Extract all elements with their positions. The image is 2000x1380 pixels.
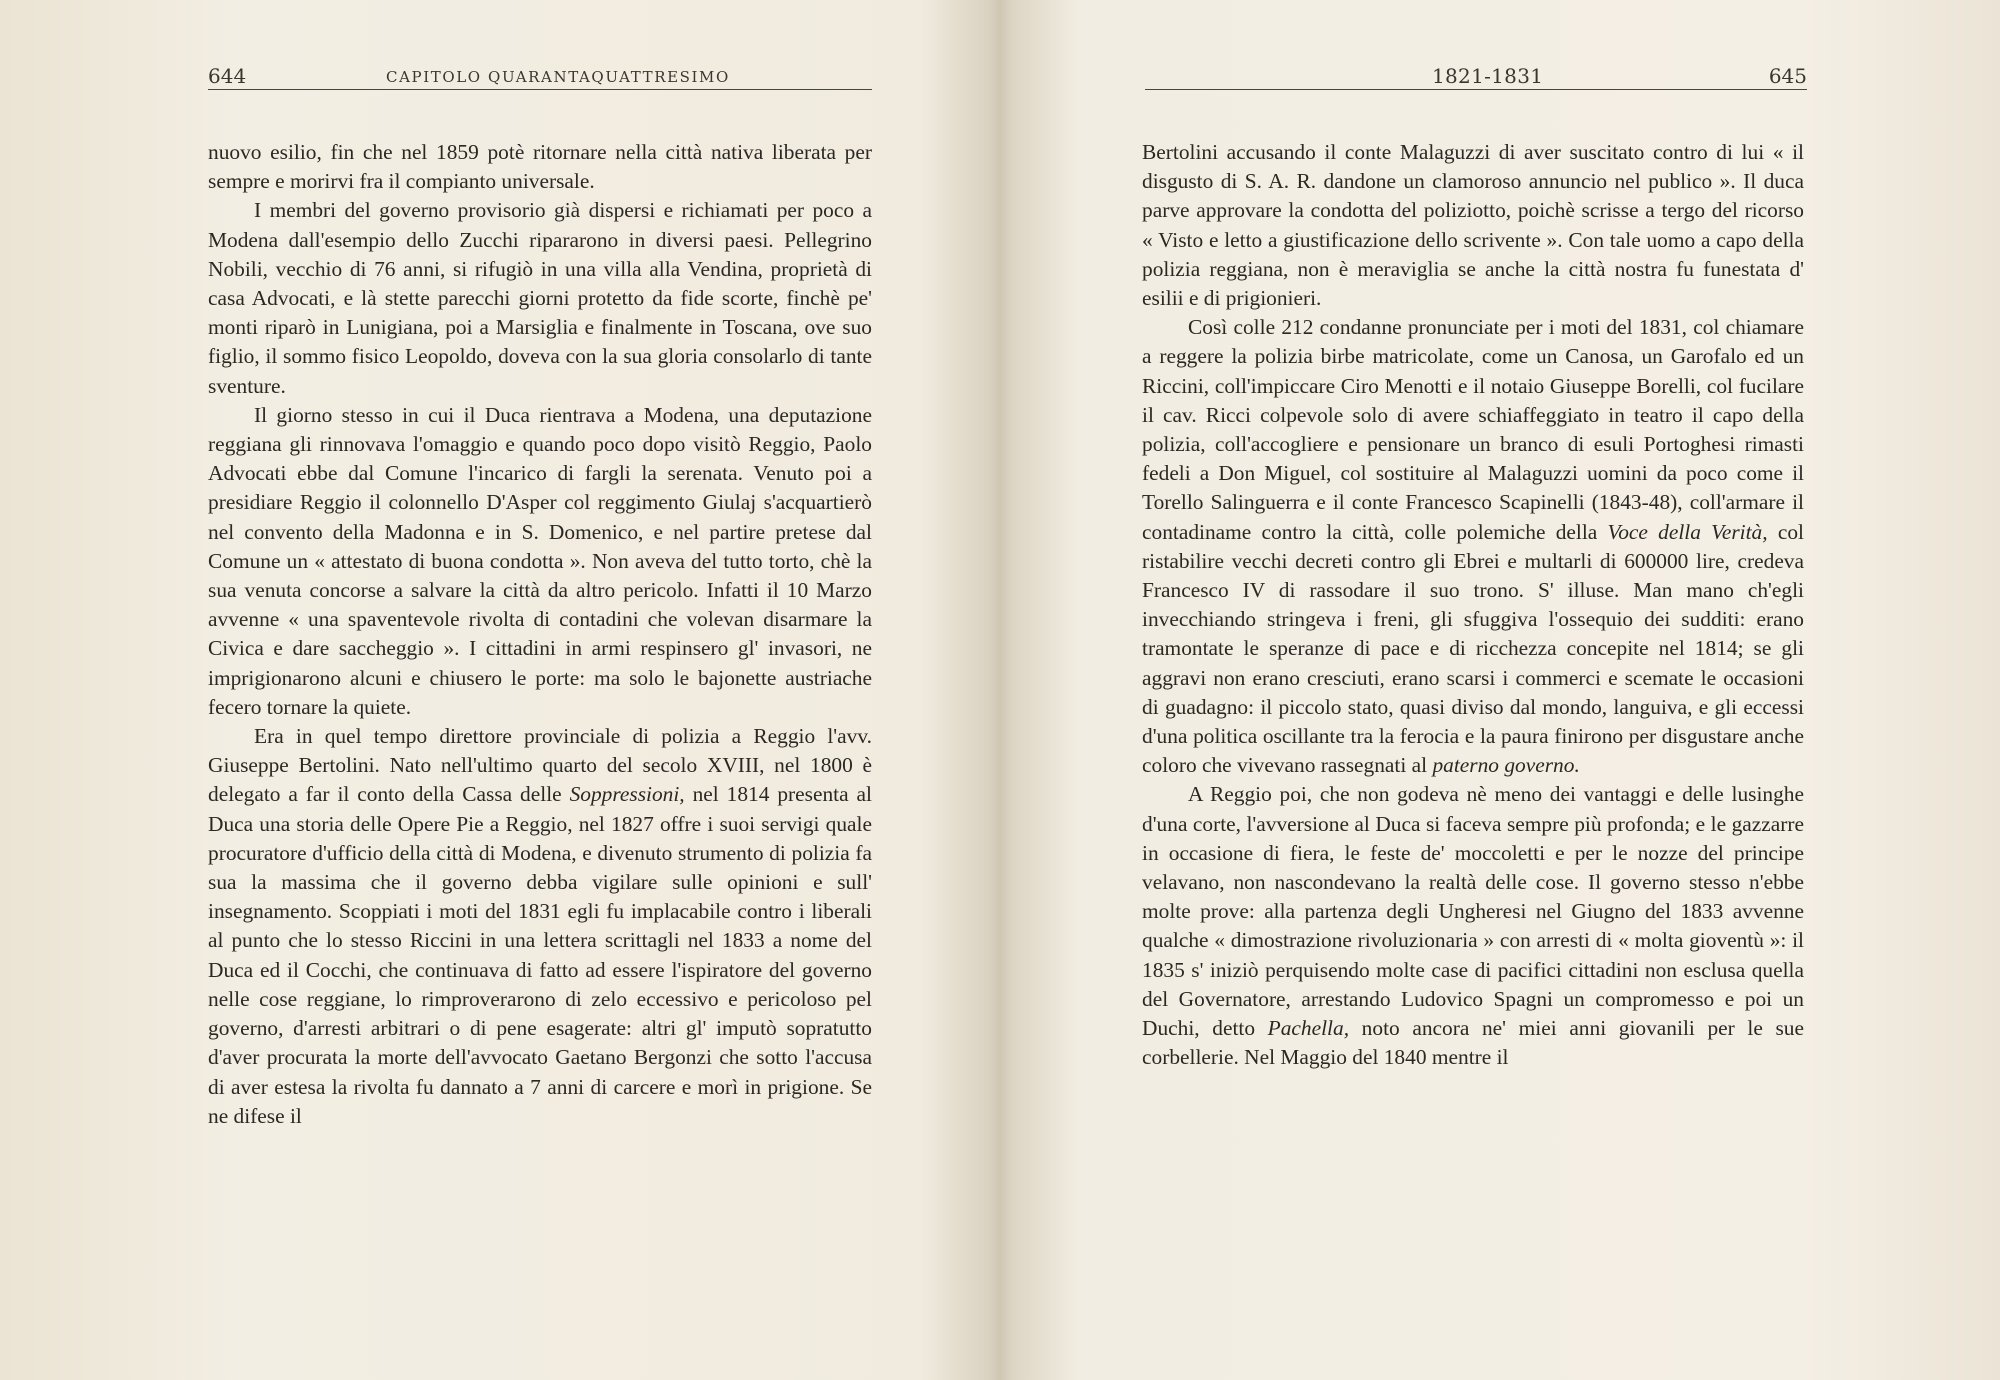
paragraph: Bertolini accusando il conte Malaguzzi di aver suscitato contro di lui « il disgusto di S. A. R. dandone un clamoroso annuncio nel publico ». Il duca parve approvare la condotta del poliziotto, poichè scrisse a tergo del ricorso « Visto e letto a giustificazione dello scrivente ». Con tale uomo a capo della polizia reggiana, non è meraviglia se anche la città nostra fu funestata d' esilii e di prigionieri.: [1142, 140, 1804, 311]
paragraph: I membri del governo provisorio già dispersi e richiamati per poco a Modena dall'esempio dello Zucchi ripararono in diversi paesi. Pellegrino Nobili, vecchio di 76 anni, si rifugiò in una villa alla Vendina, proprietà di casa Advocati, e là stette parecchi giorni protetto da fide scorte, finchè pe' monti riparò in Lunigiana, poi a Marsiglia e finalmente in Toscana, ove suo figlio, il sommo fisico Leopoldo, doveva con la sua gloria consolarlo di tante sventure.: [208, 198, 872, 398]
right-running-title: 1821-1831: [1432, 64, 1544, 88]
paragraph: [208, 722, 872, 1131]
left-page-header: [208, 60, 872, 90]
paragraph-text: A Reggio poi, che non godeva nè meno dei vantaggi e delle lusinghe d'una corte, l'avversione al Duca si faceva sempre più profonda; e le gazzarre in occasione di fiera, le feste de' moccoletti e per le nozze del principe velavano, non nascondevano la realtà delle cose. Il governo stesso n'ebbe molte prove: alla partenza degli Ungheresi nel Giugno del 1833 avvenne qualche « dimostrazione rivoluzionaria » con arresti di « molta gioventù »: il 1835 s' iniziò perquisendo molte case di pacifici cittadini non esclusa quella del Governatore, arrestando Ludovico Spagni un compromesso e poi un Duchi, detto: [1142, 782, 1804, 1041]
right-page: [1000, 0, 2000, 1380]
italic-term: Voce della Verità,: [1607, 519, 1768, 544]
paragraph: Il giorno stesso in cui il Duca rientrava a Modena, una deputazione reggiana gli rinnovava l'omaggio e quando poco dopo visitò Reggio, Paolo Advocati ebbe dal Comune l'incarico di fargli la serenata. Venuto poi a presidiare Reggio il colonnello D'Asper col reggimento Giulaj s'acquartierò nel convento della Madonna e in S. Domenico, e nel partire pretese dal Comune un « attestato di buona condotta ». Non aveva del tutto torto, chè la sua venuta concorse a salvare la città da altro pericolo. Infatti il 10 Marzo avvenne « una spaventevole rivolta di contadini che volevan disarmare la Civica e dare saccheggio ». I cittadini in armi respinsero gl' invasori, ne imprigionarono alcuni e chiusero le porte: ma solo le bajonette austriache fecero tornare la quiete.: [208, 402, 872, 719]
paragraph-text: col ristabilire vecchi decreti contro gli Ebrei e multarli di 600000 lire, credeva Francesco IV di rassodare il suo trono. S' illuse. Man mano ch'egli invecchiando stringeva i freni, gli sfuggiva l'ossequio dei sudditi: erano tramontate le speranze di pace e di ricchezza concepite nel 1814; se gli aggravi non erano cresciuti, erano scarsi i commerci e scemate le occasioni di guadagno: il piccolo stato, quasi diviso dal mondo, languiva, e gli eccessi d'una politica oscillante tra la ferocia e la paura finirono per disgustare anche coloro che vivevano rassegnati al: [1142, 519, 1804, 778]
left-page-number: 644: [208, 64, 247, 88]
right-page-header: [1145, 60, 1807, 90]
paragraph-text: nel 1814 presenta al Duca una storia delle Opere Pie a Reggio, nel 1827 offre i suoi servigi quale procuratore d'ufficio della città di Modena, e divenuto strumento di polizia fa sua la massima che il governo debba vigilare sulle opinioni e sull' insegnamento. Scoppiati i moti del 1831 egli fu implacabile contro i liberali al punto che lo stesso Riccini in una lettera scrittagli nel 1833 a nome del Duca ed il Cocchi, che continuava di fatto ad essere l'ispiratore del governo nelle cose reggiane, lo rimproverarono di zelo eccessivo e pericoloso pel governo, d'arresti arbitrari o di pene esagerate: altri gl' imputò sopratutto d'aver procurata la morte dell'avvocato Gaetano Bergonzi che sotto l'accusa di aver estesa la rivolta fu dannato a 7 anni di carcere e morì in prigione. Se ne difese il: [208, 782, 872, 1128]
right-page-body: [1142, 138, 1804, 1073]
paragraph-text: noto ancora ne' miei anni giovanili per le sue corbellerie. Nel Maggio del 1840 mentre il: [1142, 1016, 1804, 1070]
left-page-body: [208, 138, 872, 1131]
paragraph: [1142, 313, 1804, 780]
header-rule: [208, 89, 872, 90]
italic-term: Pachella,: [1267, 1016, 1350, 1041]
italic-term: Soppressioni,: [569, 782, 685, 807]
paragraph-text: Era in quel tempo direttore provinciale di polizia a Reggio l'avv. Giuseppe Bertolini. Nato nell'ultimo quarto del secolo XVIII, nel 1800 è delegato a far il conto della Cassa delle: [208, 724, 872, 807]
header-rule: [1145, 89, 1807, 90]
left-running-title: CAPITOLO QUARANTAQUATTRESIMO: [386, 68, 730, 86]
paragraph-text: Così colle 212 condanne pronunciate per i moti del 1831, col chiamare a reggere la polizia birbe matricolate, come un Canosa, un Garofalo ed un Riccini, coll'impiccare Ciro Menotti e il notaio Giuseppe Borelli, col fucilare il cav. Ricci colpevole solo di avere schiaffeggiato in teatro il capo della polizia, coll'accogliere e pensionare un branco di esuli Portoghesi rimasti fedeli a Don Miguel, col sostituire al Malaguzzi uomini da poco come il Torello Salinguerra e il conte Francesco Scapinelli (1843-48), coll'armare il contadiname contro la città, colle polemiche della: [1142, 315, 1804, 544]
italic-term: paterno governo.: [1432, 753, 1580, 778]
right-page-number: 645: [1768, 64, 1807, 88]
paragraph: nuovo esilio, fin che nel 1859 potè ritornare nella città nativa liberata per sempre e morirvi fra il compianto universale.: [208, 140, 872, 194]
paragraph: [1142, 780, 1804, 1072]
